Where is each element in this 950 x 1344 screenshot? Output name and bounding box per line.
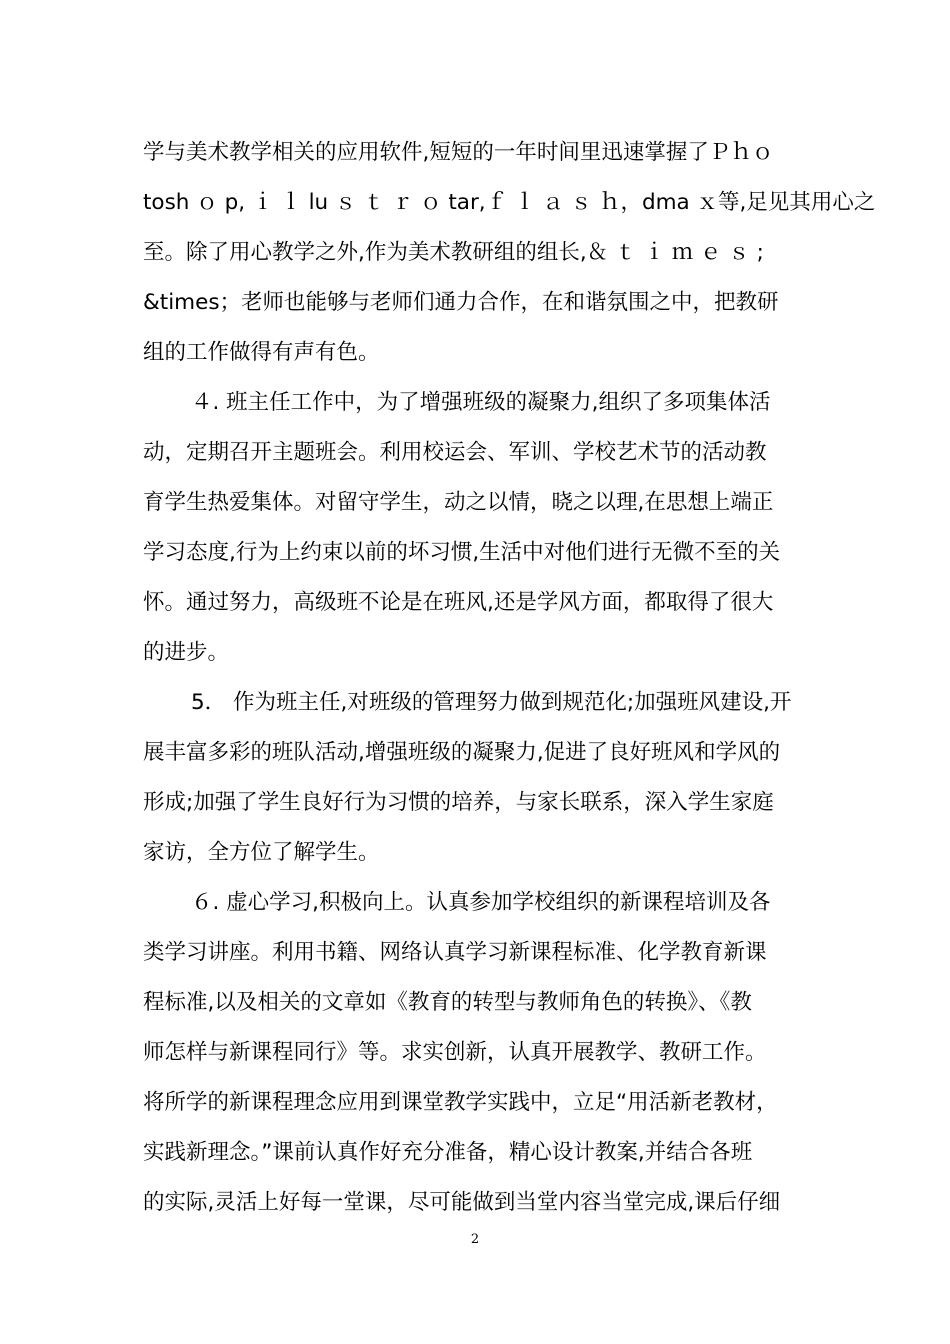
paragraph-start-5: 5． 作为班主任,对班级的管理努力做到规范化;加强班风建设,开: [191, 690, 792, 715]
text-line: 家访，全方位了解学生。: [143, 840, 380, 865]
text-line: 组的工作做得有声有色。: [143, 340, 380, 365]
text-line: 至。除了用心教学之外,作为美术教研组的组长,＆ ｔ ｉ ｍ ｅ ｓ ;: [143, 240, 764, 265]
paragraph-start-4: ４. 班主任工作中，为了增强班级的凝聚力,组织了多项集体活: [191, 390, 771, 415]
text-line: 动，定期召开主题班会。利用校运会、军训、学校艺术节的活动教: [143, 440, 767, 465]
text-line: 学习态度,行为上约束以前的坏习惯,生活中对他们进行无微不至的关: [143, 540, 781, 565]
text-line: 师怎样与新课程同行》等。求实创新，认真开展教学、教研工作。: [143, 1040, 767, 1065]
text-line: 怀。通过努力，高级班不论是在班风,还是学风方面，都取得了很大: [143, 590, 774, 615]
text-line: 学与美术教学相关的应用软件,短短的一年时间里迅速掌握了Ｐｈｏ: [143, 140, 774, 165]
text-line: 程标准,以及相关的文章如《教育的转型与教师角色的转换》、《教: [143, 990, 752, 1015]
paragraph-start-6: ６. 虚心学习,积极向上。认真参加学校组织的新课程培训及各: [191, 890, 771, 915]
text-line: tosh ｏ p, ｉ ｌ lu ｓ ｔ ｒ ｏ tar,ｆ ｌ ａ ｓ ｈ，dma ｘ等,足见其用心之: [143, 190, 876, 215]
text-line: 实践新理念。”课前认真作好充分准备，精心设计教案,并结合各班: [143, 1140, 753, 1165]
text-line: 育学生热爱集体。对留守学生，动之以情，晓之以理,在思想上端正: [143, 490, 774, 515]
body-text: [143, 128, 876, 1228]
text-line: 的进步。: [143, 640, 230, 665]
text-line: &times；老师也能够与老师们通力合作，在和谐氛围之中，把教研: [143, 290, 779, 315]
text-line: 展丰富多彩的班队活动,增强班级的凝聚力,促进了良好班风和学风的: [143, 740, 781, 765]
text-line: 形成;加强了学生良好行为习惯的培养，与家长联系，深入学生家庭: [143, 790, 774, 815]
page-number: 2: [470, 1232, 480, 1247]
text-line: 将所学的新课程理念应用到课堂教学实践中，立足“用活新老教材，: [143, 1090, 778, 1115]
text-line: 的实际,灵活上好每一堂课，尽可能做到当堂内容当堂完成,课后仔细: [143, 1190, 781, 1215]
text-line: 类学习讲座。利用书籍、网络认真学习新课程标准、化学教育新课: [143, 940, 767, 965]
